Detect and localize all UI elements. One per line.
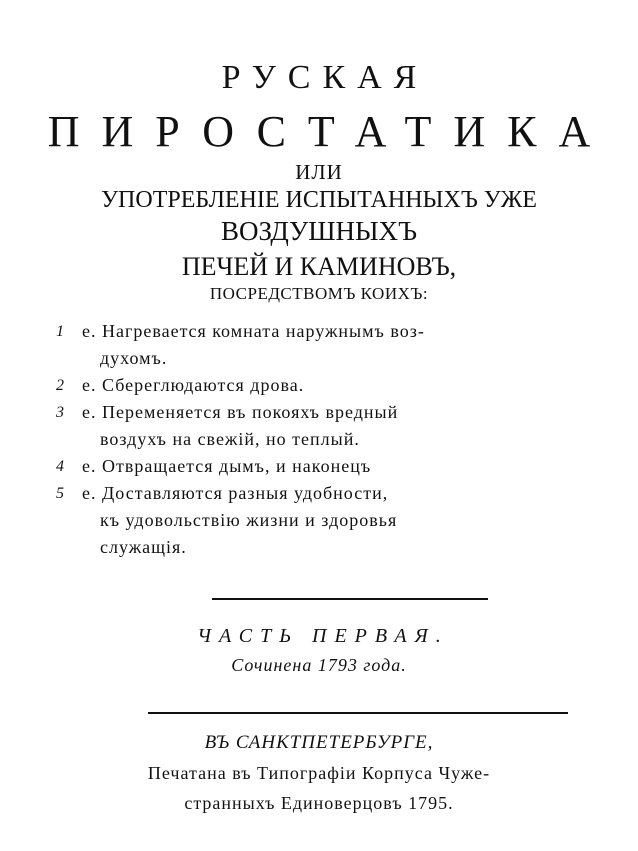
subtitle-line-3: ПЕЧЕЙ И КАМИНОВЪ,: [181, 252, 457, 281]
list-item: [56, 372, 516, 399]
item-continuation: служащія.: [100, 537, 187, 557]
item-number: 1: [56, 323, 65, 340]
part-title: ЧАСТЬ ПЕРВАЯ.: [197, 625, 449, 647]
item-continuation: духомъ.: [100, 348, 168, 368]
list-item: [56, 453, 516, 480]
item-number: 5: [56, 485, 65, 502]
subtitle-line-2: ВОЗДУШНЫХЪ: [220, 216, 418, 246]
divider-rule: [212, 598, 488, 600]
item-number: 3: [56, 404, 65, 421]
imprint-printer-year: странныхъ Единоверцовъ 1795.: [184, 793, 454, 813]
list-item: [56, 480, 516, 561]
list-item: [56, 318, 516, 372]
composition-date: Сочинена 1793 года.: [231, 655, 407, 675]
title-line-ruskaya: РУСКАЯ: [221, 59, 429, 96]
list-item: [56, 399, 516, 453]
title-line-pirostatika: ПИРОСТАТИКА: [47, 107, 613, 156]
item-text: е. Переменяется въ покояхъ вредный: [82, 402, 399, 422]
item-text: е. Сбереглюдаются дрова.: [82, 375, 305, 395]
item-text: е. Доставляются разныя удобности,: [82, 483, 389, 503]
item-number: 2: [56, 377, 65, 394]
item-continuation: къ удовольствію жизни и здоровья: [100, 510, 398, 530]
purposes-list: [56, 318, 516, 561]
item-text: е. Отвращается дымъ, и наконецъ: [82, 456, 372, 476]
subtitle-line-1: УПОТРЕБЛЕНІЕ ИСПЫТАННЫХЪ УЖЕ: [101, 187, 537, 213]
subtitle-line-4: ПОСРЕДСТВОМЪ КОИХЪ:: [209, 284, 429, 303]
item-continuation: воздухъ на свежій, но теплый.: [100, 429, 360, 449]
imprint-printer: Печатана въ Типографіи Корпуса Чуже-: [147, 763, 491, 783]
imprint-city: ВЪ САНКТПЕТЕРБУРГЕ,: [204, 732, 434, 753]
item-text: е. Нагреваетcя комната наружнымъ воз-: [82, 321, 425, 341]
item-number: 4: [56, 458, 65, 475]
divider-rule: [148, 712, 568, 714]
title-line-ili: ИЛИ: [295, 160, 343, 184]
